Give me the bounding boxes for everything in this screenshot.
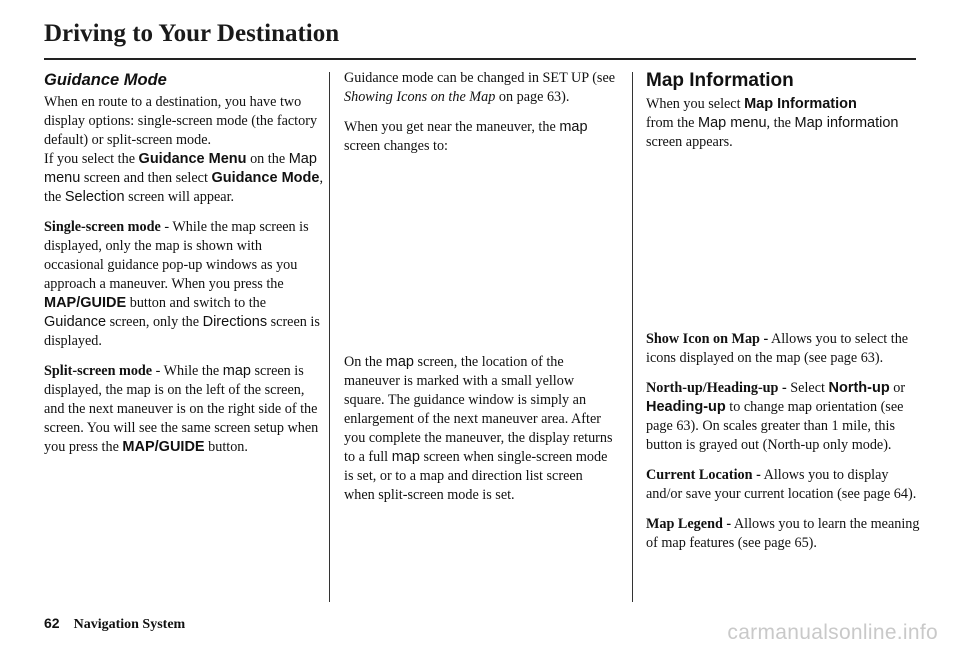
footer-section-name: Navigation System [73,617,186,632]
single-screen-mode-paragraph: Single-screen mode - While the map screen is displayed, only the map is shown with occasional guidance pop-up windows as you approach a maneuver. When you press the MAP/GUIDE button and switch to the Guidance screen, only the Directions screen is displayed. [44,219,320,349]
guidance-setup-paragraph: Guidance mode can be changed in SET UP (see Showing Icons on the Map on page 63). [344,70,616,105]
page-number: 62 [44,615,60,631]
show-icon-on-map-paragraph: Show Icon on Map - Allows you to select the icons displayed on the map (see page 63). [646,331,909,366]
map-legend-paragraph: Map Legend - Allows you to learn the meaning of map features (see page 65). [646,516,920,551]
map-information-heading: Map Information [646,70,794,91]
column-guidance-window-text [344,353,616,505]
column-map-information [646,69,920,152]
split-screen-mode-paragraph: Split-screen mode - While the map screen is displayed, the map is on the left of the screen, and the next maneuver is on the right side of the screen. You will see the same screen setup when you press the MAP/GUIDE button. [44,363,319,455]
column-divider-2 [632,72,633,602]
column-map-options [646,330,920,553]
guidance-mode-intro: When en route to a destination, you have two display options: single-screen mode (the factory default) or split-screen mode. If you select the Guidance Menu on the Map menu screen and then select Guidance Mode, the Selection screen will appear. [44,94,323,205]
title-rule [44,58,916,60]
page-title: Driving to Your Destination [44,20,340,47]
guidance-mode-heading: Guidance Mode [44,71,167,89]
north-up-heading-up-paragraph: North-up/Heading-up - Select North-up or Heading-up to change map orientation (see page 63). On scales greater than 1 mile, this button is grayed out (North-up only mode). [646,380,906,453]
map-information-intro: When you select Map Information from the Map menu, the Map information screen appears. [646,96,899,150]
current-location-paragraph: Current Location - Allows you to display and/or save your current location (see page 64). [646,467,917,502]
maneuver-approach-paragraph: When you get near the maneuver, the map screen changes to: [344,119,588,154]
guidance-window-paragraph: On the map screen, the location of the maneuver is marked with a small yellow square. The guidance window is simply an enlargement of the next maneuver area. After you complete the maneuver, the display returns to a full map screen when single-screen mode is set, or to a map and direction list screen when split-screen mode is set. [344,354,613,503]
column-divider-1 [329,72,330,602]
page-footer [44,615,185,633]
column-guidance-notes [344,69,616,156]
watermark: carmanualsonline.info [727,621,938,644]
column-guidance-mode [44,69,324,457]
